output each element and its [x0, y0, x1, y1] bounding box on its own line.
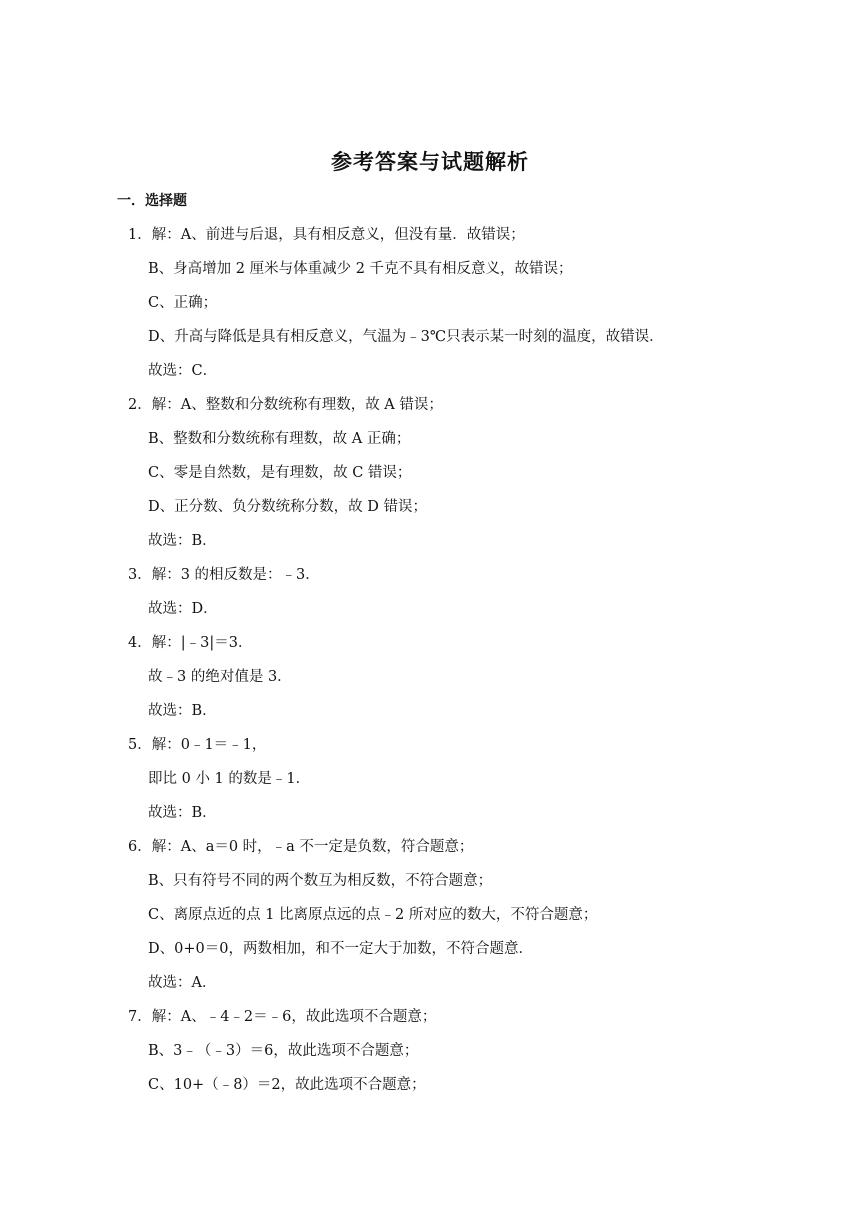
answer-continuation-line: C、离原点近的点 1 比离原点远的点﹣2 所对应的数大，不符合题意；: [148, 907, 598, 923]
answer-continuation-line: B、身高增加 2 厘米与体重减少 2 千克不具有相反意义，故错误；: [148, 261, 573, 277]
answer-continuation-line: 故选：B．: [148, 805, 217, 821]
question-answer-line: 3．解：3 的相反数是：﹣3．: [128, 567, 320, 583]
answer-continuation-line: D、0+0＝0，两数相加，和不一定大于加数，不符合题意．: [148, 941, 533, 957]
answer-continuation-line: B、只有符号不同的两个数互为相反数，不符合题意；: [148, 873, 493, 889]
answer-continuation-line: B、整数和分数统称有理数，故 A 正确；: [148, 431, 411, 447]
section-heading: 一．选择题: [117, 193, 187, 209]
answer-continuation-line: 故选：D．: [148, 601, 218, 617]
question-answer-line: 6．解：A、a＝0 时，﹣a 不一定是负数，符合题意；: [128, 839, 474, 855]
question-answer-line: 5．解：0﹣1＝﹣1，: [128, 737, 267, 753]
answer-continuation-line: 故﹣3 的绝对值是 3．: [148, 669, 292, 685]
question-answer-line: 1．解：A、前进与后退，具有相反意义，但没有量．故错误；: [128, 227, 525, 243]
answer-continuation-line: 故选：C．: [148, 363, 218, 379]
answer-continuation-line: D、正分数、负分数统称分数，故 D 错误；: [148, 499, 427, 515]
answer-lines: [0, 220, 860, 1104]
answer-continuation-line: D、升高与降低是具有相反意义，气温为﹣3℃只表示某一时刻的温度，故错误．: [148, 329, 664, 345]
answer-continuation-line: B、3﹣（﹣3）＝6，故此选项不合题意；: [148, 1043, 419, 1059]
answer-continuation-line: 即比 0 小 1 的数是﹣1．: [148, 771, 311, 787]
question-answer-line: 4．解：|﹣3|＝3．: [128, 635, 253, 651]
question-answer-line: 2．解：A、整数和分数统称有理数，故 A 错误；: [128, 397, 443, 413]
answer-continuation-line: 故选：B．: [148, 703, 217, 719]
answer-continuation-line: 故选：B．: [148, 533, 217, 549]
answer-continuation-line: 故选：A．: [148, 975, 217, 991]
answer-continuation-line: C、10+（﹣8）＝2，故此选项不合题意；: [148, 1077, 426, 1093]
question-answer-line: 7．解：A、﹣4﹣2＝﹣6，故此选项不合题意；: [128, 1009, 437, 1025]
page-title: 参考答案与试题解析: [331, 149, 529, 174]
answer-continuation-line: C、零是自然数，是有理数，故 C 错误；: [148, 465, 412, 481]
answer-continuation-line: C、正确；: [148, 295, 218, 311]
